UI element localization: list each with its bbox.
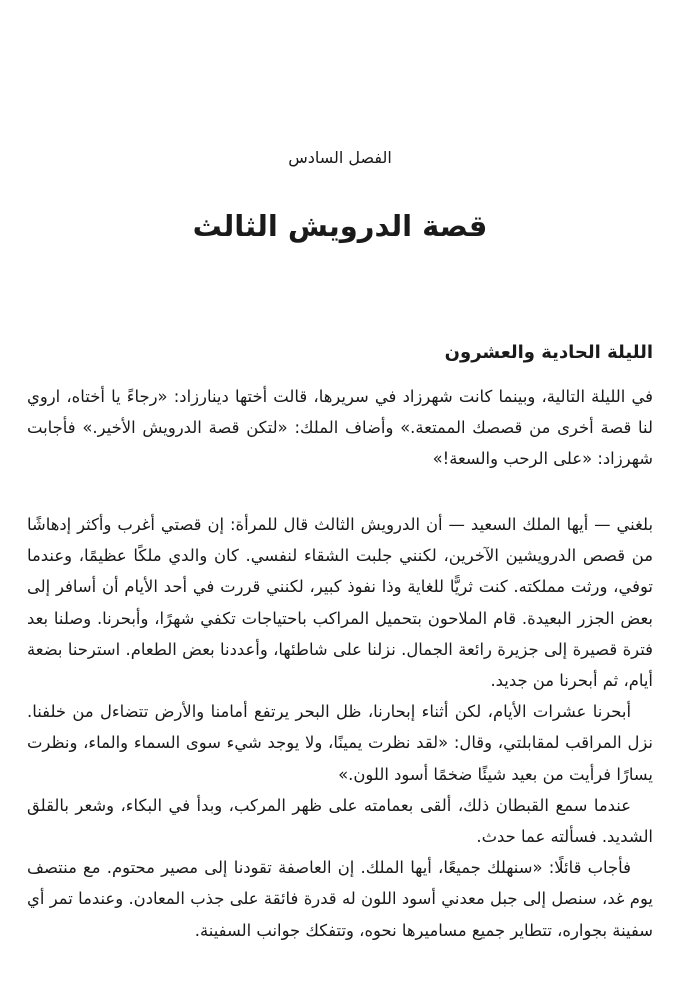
story-paragraph-2: أبحرنا عشرات الأيام، لكن أثناء إبحارنا، ظل البحر يرتفع أمامنا والأرض تتضاءل من خلفنا. نزل المراقب لمقابلتي، وقال: «لقد نظرت يمينًا، ولا يوجد شيء سوى السماء والماء، ونظرت يسارًا فرأيت من بعيد شيئًا ضخمًا أسود اللون.» (27, 702, 653, 784)
story-paragraph-1: بلغني — أيها الملك السعيد — أن الدرويش الثالث قال للمرأة: إن قصتي أغرب وأكثر إدهاشًا من قصص الدرويشين الآخرين، لكنني جلبت الشقاء لنفسي. كان والدي ملكًا عظيمًا، وعندما توفي، ورثت مملكته. كنت ثريًّا للغاية وذا نفوذ كبير، لكنني قررت في أحد الأيام أن أسافر إلى بعض الجزر البعيدة. قام الملاحون بتحميل المراكب باحتياجات تكفي شهرًا، وأبحرنا. وصلنا بعد فترة قصيرة إلى جزيرة رائعة الجمال. نزلنا على شاطئها، وأعددنا بعض الطعام. استرحنا بضعة أيام، ثم أبحرنا من جديد. (27, 515, 653, 691)
intro-paragraph: في الليلة التالية، وبينما كانت شهرزاد في سريرها، قالت أختها دينارزاد: «رجاءً يا أختاه، اروي لنا قصة أخرى من قصصك الممتعة.» وأضاف الملك: «لتكن قصة الدرويش الأخير.» فأجابت شهرزاد: «على الرحب والسعة!» (27, 387, 653, 469)
night-heading: الليلة الحادية والعشرون (444, 342, 653, 363)
intro-section (27, 381, 653, 475)
story-section (27, 509, 653, 946)
story-paragraph-3: عندما سمع القبطان ذلك، ألقى بعمامته على ظهر المركب، وبدأ في البكاء، وشعر بالقلق الشديد. فسألته عما حدث. (27, 795, 653, 847)
chapter-number-label: الفصل السادس (288, 148, 392, 167)
story-paragraph-4: فأجاب قائلًا: «سنهلك جميعًا، أيها الملك. إن العاصفة تقودنا إلى مصير محتوم. مع منتصف يوم غد، سنصل إلى جبل معدني أسود اللون له قدرة فائقة على جذب المعادن. وعندما تمر أي سفينة بجواره، تتطاير جميع مساميرها نحوه، وتتفكك جوانب السفينة. (27, 858, 653, 940)
chapter-title: قصة الدرويش الثالث (192, 209, 488, 243)
